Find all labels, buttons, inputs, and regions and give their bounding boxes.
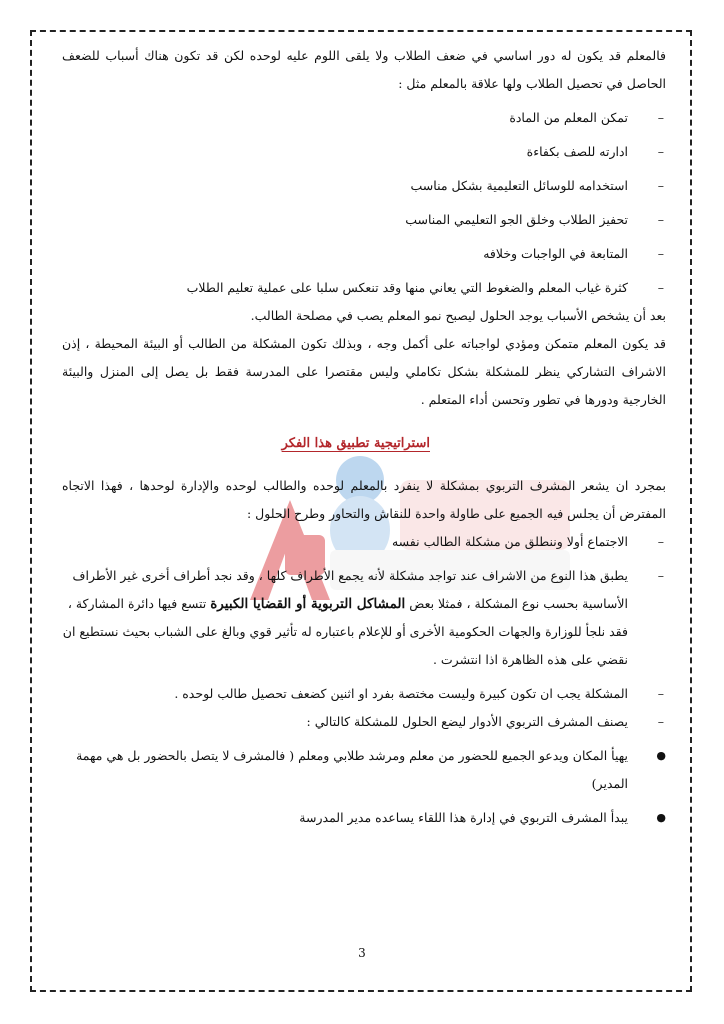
list-item: – تمكن المعلم من المادة bbox=[62, 104, 666, 132]
list-item: – تحفيز الطلاب وخلق الجو التعليمي المناسب bbox=[62, 206, 666, 234]
bold-phrase: المشاكل التربوية أو القضايا الكبيرة bbox=[210, 596, 406, 612]
diagnosis-paragraph: بعد أن يشخص الأسباب يوجد الحلول ليصبح نمو المعلم يصب في مصلحة الطالب. bbox=[250, 308, 666, 323]
point-text: يطبق هذا النوع من الاشراف عند تواجد مشكلة لأنه يجمع الأطراف كلها ، وقد نجد أطراف أخرى غير الأطراف الأساسية بحسب نوع المشكلة ، فمثلا بعض bbox=[72, 568, 628, 611]
list-item: – المشكلة يجب ان تكون كبيرة وليست مختصة بفرد او اثنين كضعف تحصيل طالب لوحده . bbox=[62, 680, 666, 708]
list-item: ● يبدأ المشرف التربوي في إدارة هذا اللقاء يساعده مدير المدرسة bbox=[62, 804, 666, 832]
strategy-paragraph: بمجرد ان يشعر المشرف التربوي بمشكلة لا ينفرد بالمعلم لوحده والطالب لوحده والإدارة لوحدها ، فهذا الاتجاه المفترض أن يجلس فيه الجميع على طاولة واحدة للنقاش والتحاور وطرح الحلول : bbox=[62, 478, 666, 521]
strategy-points-list bbox=[62, 528, 666, 736]
list-item: – الاجتماع أولا وننطلق من مشكلة الطالب نفسه bbox=[62, 528, 666, 556]
participatory-paragraph: قد يكون المعلم متمكن ومؤدي لواجباته على أكمل وجه ، وبذلك تكون المشكلة من الطالب أو البيئة المحيطة ، إذن الاشراف التشاركي ينظر للمشكلة بشكل تكاملي وليس مقتصرا على المدرسة فقط بل يصل إلى المنزل والبيئة الخارجية ودورها في تطور وتحسن أداء المتعلم . bbox=[62, 336, 666, 407]
list-item: – كثرة غياب المعلم والضغوط التي يعاني منها وقد تنعكس سلبا على عملية تعليم الطلاب bbox=[62, 274, 666, 302]
list-item: – استخدامه للوسائل التعليمية بشكل مناسب bbox=[62, 172, 666, 200]
teacher-factors-list bbox=[62, 104, 666, 302]
page-content bbox=[62, 42, 666, 832]
list-item: – المتابعة في الواجبات وخلافه bbox=[62, 240, 666, 268]
list-item: ● يهيأ المكان ويدعو الجميع للحضور من معلم ومرشد طلابي ومعلم ( فالمشرف لا يتصل بالحضور بل هي مهمة المدير) bbox=[62, 742, 666, 798]
point-text: تتسع فيها دائرة المشاركة ، فقد نلجأ للوزارة والجهات الحكومية الأخرى أو للإعلام باعتباره له تأثير قوي وبالغ على الشباب بحيث نستطيع ان نقضي على هذه الظاهرة اذا انتشرت . bbox=[62, 596, 628, 667]
roles-list bbox=[62, 742, 666, 832]
page-number: 3 bbox=[358, 946, 366, 960]
list-item: – يصنف المشرف التربوي الأدوار ليضع الحلول للمشكلة كالتالي : bbox=[62, 708, 666, 736]
list-item bbox=[62, 562, 666, 674]
intro-paragraph: فالمعلم قد يكون له دور اساسي في ضعف الطلاب ولا يلقى اللوم عليه لوحده لكن قد تكون هناك أسباب للضعف الحاصل في تحصيل الطلاب ولها علاقة بالمعلم مثل : bbox=[62, 48, 666, 91]
list-item: – ادارته للصف بكفاءة bbox=[62, 138, 666, 166]
section-heading: استراتيجية تطبيق هذا الفكر bbox=[281, 436, 430, 451]
section-heading-wrap bbox=[62, 414, 666, 472]
